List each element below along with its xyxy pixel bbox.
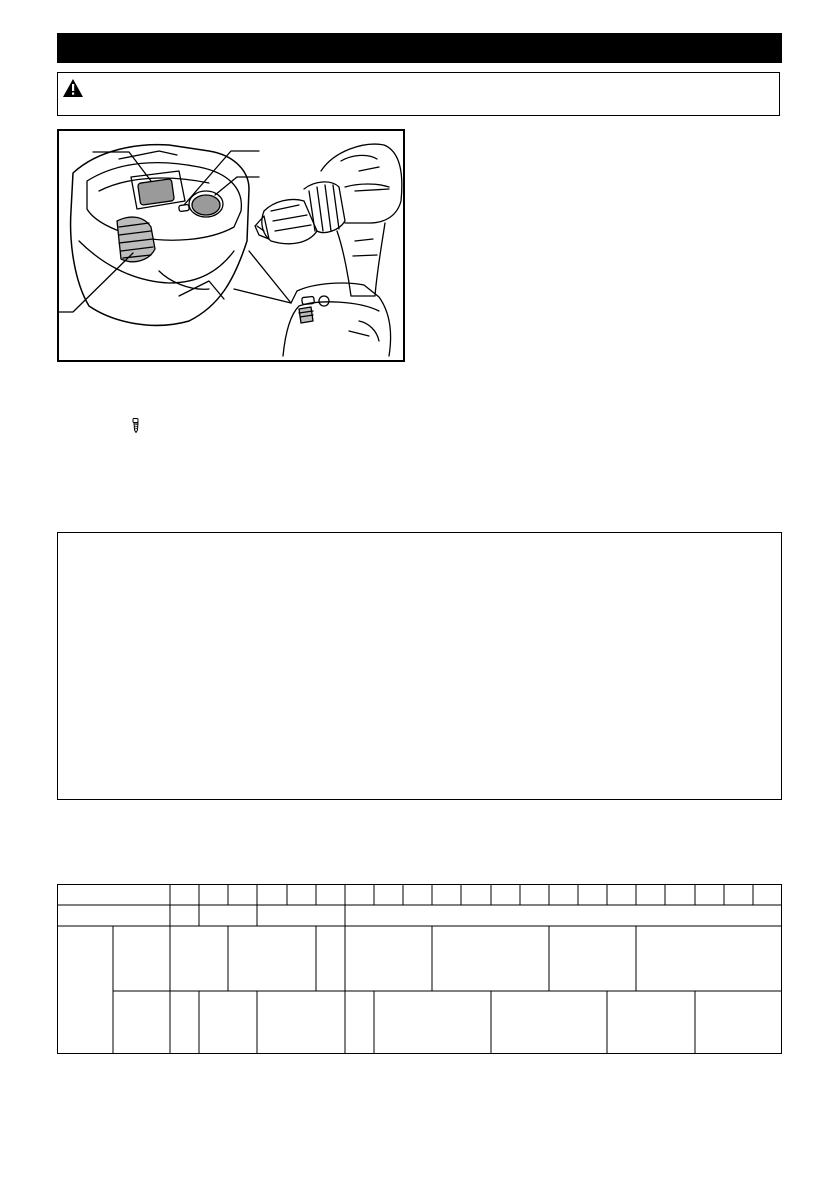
notice-box — [57, 532, 782, 800]
warning-icon — [62, 78, 84, 98]
drill-illustration — [59, 131, 403, 360]
section-title-bar — [57, 33, 782, 63]
settings-table — [57, 884, 782, 1054]
warning-box — [57, 72, 780, 116]
screw-icon — [132, 418, 140, 433]
